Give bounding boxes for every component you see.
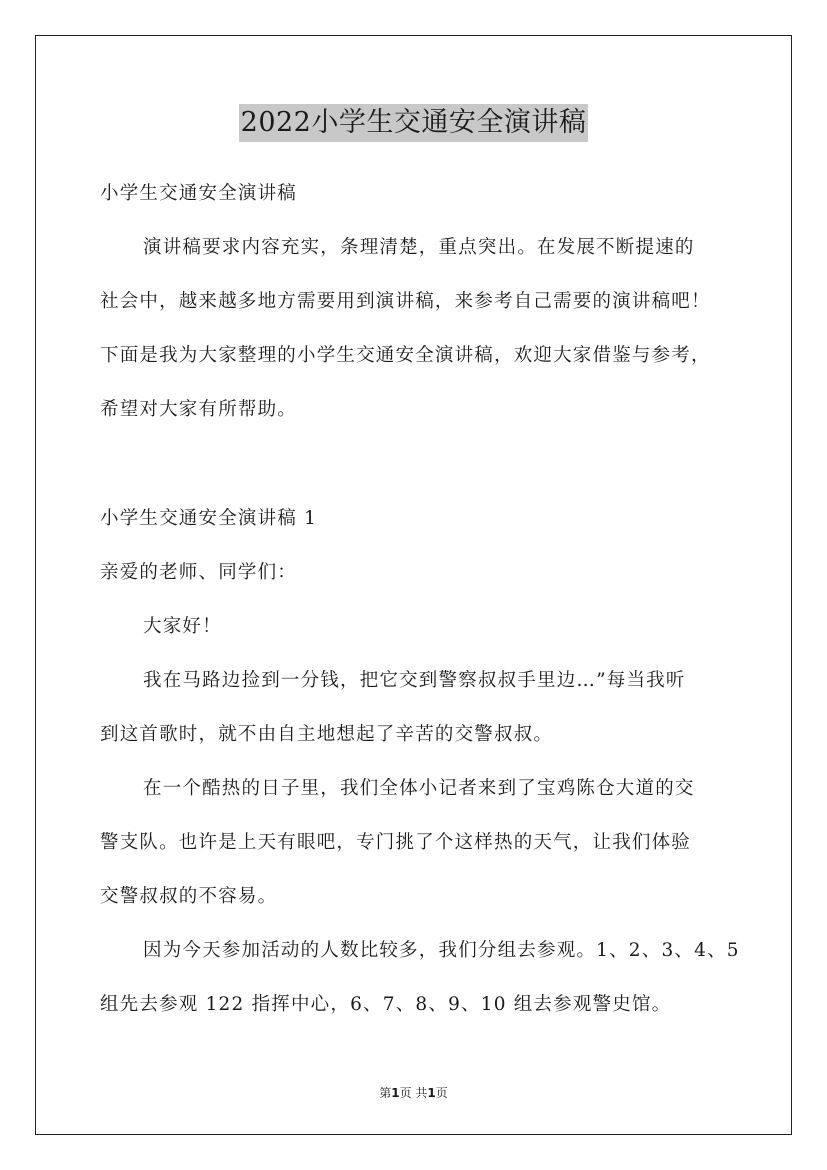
- intro-line-3: 下面是我为大家整理的小学生交通安全演讲稿，欢迎大家借鉴与参考，: [100, 345, 711, 366]
- footer-prefix: 第: [379, 1086, 392, 1100]
- body-line-6: 因为今天参加活动的人数比较多，我们分组去参观。1、2、3、4、5: [143, 940, 740, 961]
- subtitle: 小学生交通安全演讲稿: [100, 183, 298, 204]
- intro-line-1: 演讲稿要求内容充实，条理清楚，重点突出。在发展不断提速的: [143, 237, 695, 258]
- body-line-4: 警支队。也许是上天有眼吧，专门挑了个这样热的天气，让我们体验: [100, 832, 692, 853]
- body-line-7: 组先去参观 122 指挥中心，6、7、8、9、10 组去参观警史馆。: [100, 994, 672, 1015]
- title-container: [0, 104, 827, 142]
- footer-suffix: 页: [435, 1086, 448, 1100]
- body-line-5: 交警叔叔的不容易。: [100, 886, 278, 907]
- intro-line-2: 社会中，越来越多地方需要用到演讲稿，来参考自己需要的演讲稿吧！: [100, 291, 711, 312]
- footer-total-pages: 1: [427, 1086, 436, 1100]
- intro-line-4: 希望对大家有所帮助。: [100, 399, 298, 420]
- greeting: 大家好！: [143, 616, 222, 637]
- page-footer: [0, 1084, 827, 1101]
- footer-page-number: 1: [391, 1086, 400, 1100]
- footer-mid: 页 共: [399, 1086, 428, 1100]
- section-heading: 小学生交通安全演讲稿 1: [100, 508, 318, 529]
- body-line-3: 在一个酷热的日子里，我们全体小记者来到了宝鸡陈仓大道的交: [143, 778, 695, 799]
- body-line-1: 我在马路边捡到一分钱，把它交到警察叔叔手里边…”每当我听: [143, 670, 686, 691]
- body-line-2: 到这首歌时，就不由自主地想起了辛苦的交警叔叔。: [100, 724, 554, 745]
- salutation: 亲爱的老师、同学们：: [100, 562, 298, 583]
- document-title: 2022小学生交通安全演讲稿: [239, 104, 589, 142]
